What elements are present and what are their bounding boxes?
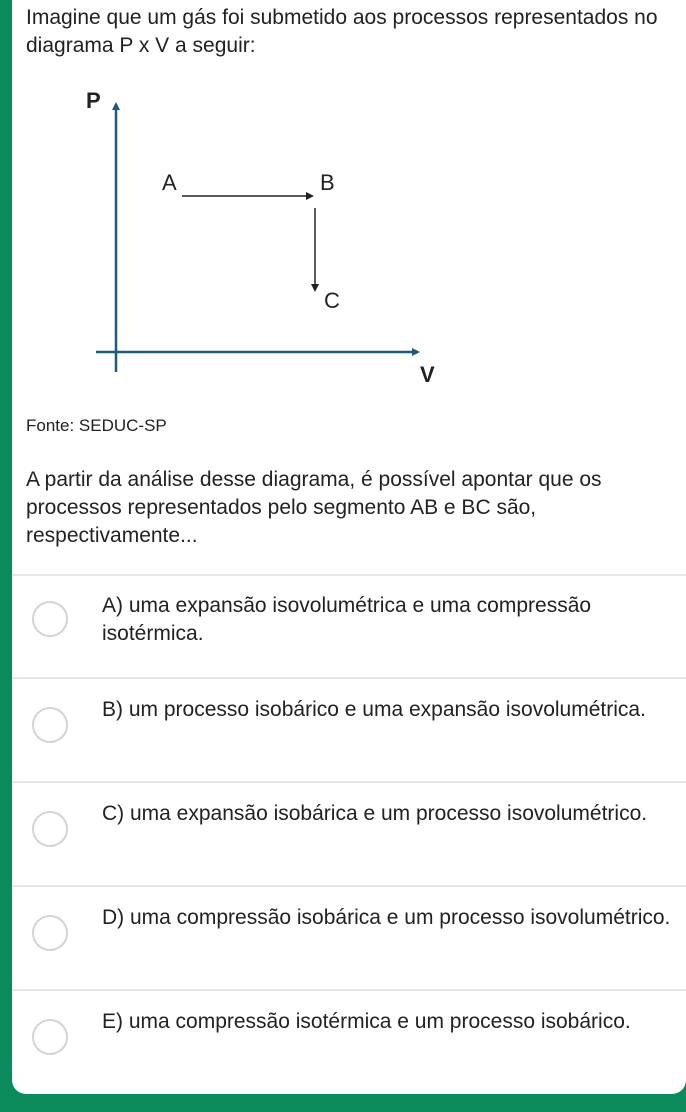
source-caption: Fonte: SEDUC-SP bbox=[26, 416, 167, 435]
radio-circle-icon[interactable] bbox=[32, 915, 68, 951]
point-b-label: B bbox=[320, 170, 335, 195]
pv-diagram bbox=[82, 82, 462, 392]
question-intro: Imagine que um gás foi submetido aos processos representados no diagrama P x V a seguir: bbox=[26, 6, 658, 57]
answer-option-label: E) uma compressão isotérmica e um processo isobárico. bbox=[102, 1010, 631, 1033]
p-axis-label: P bbox=[86, 88, 101, 113]
answer-option-a[interactable] bbox=[12, 576, 686, 678]
radio-circle-icon[interactable] bbox=[32, 601, 68, 637]
question-card bbox=[12, 0, 686, 1094]
radio-circle-icon[interactable] bbox=[32, 811, 68, 847]
answer-option-label: C) uma expansão isobárica e um processo isovolumétrico. bbox=[102, 802, 648, 825]
answer-option-label: A) uma expansão isovolumétrica e uma compressão isotérmica. bbox=[102, 594, 592, 645]
answer-option-e[interactable] bbox=[12, 991, 686, 1093]
question-prompt: A partir da análise desse diagrama, é possível apontar que os processos representados pelo segmento AB e BC são, respectivamente... bbox=[26, 468, 602, 547]
answer-option-b[interactable] bbox=[12, 679, 686, 781]
answer-option-c[interactable] bbox=[12, 783, 686, 885]
point-a-label: A bbox=[162, 170, 177, 195]
answer-option-label: B) um processo isobárico e uma expansão isovolumétrica. bbox=[102, 698, 646, 721]
radio-circle-icon[interactable] bbox=[32, 707, 68, 743]
answer-option-d[interactable] bbox=[12, 887, 686, 989]
v-axis-label: V bbox=[420, 362, 435, 387]
radio-circle-icon[interactable] bbox=[32, 1019, 68, 1055]
answer-option-label: D) uma compressão isobárica e um processo isovolumétrico. bbox=[102, 906, 671, 929]
point-c-label: C bbox=[324, 288, 340, 313]
